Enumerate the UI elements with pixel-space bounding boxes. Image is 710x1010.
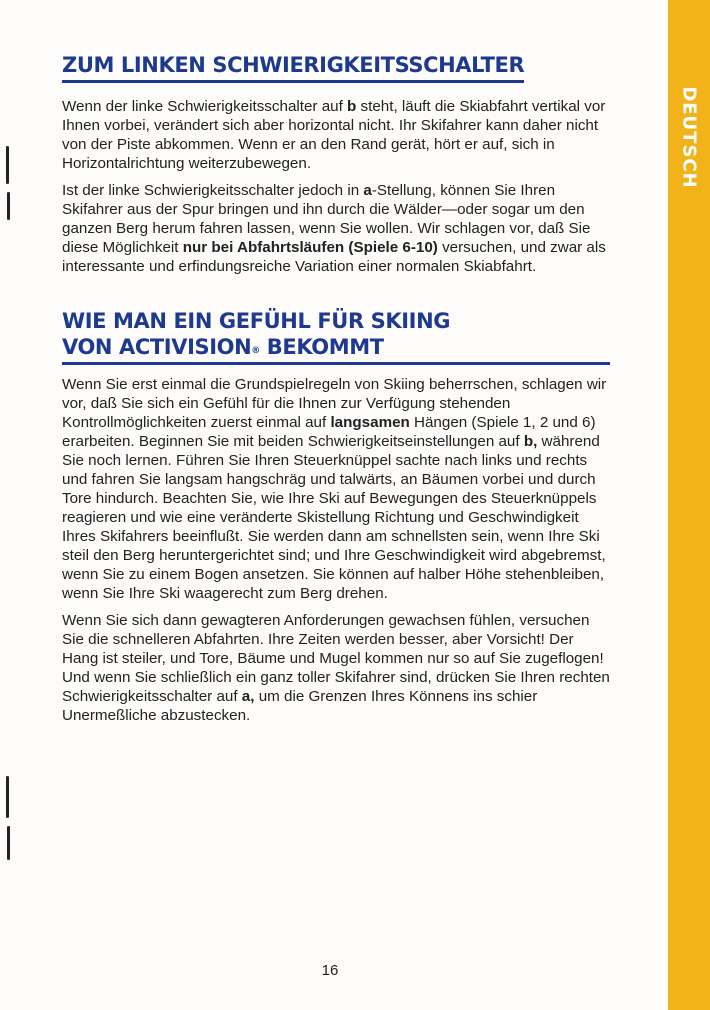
page-number: 16	[321, 962, 339, 979]
binding-mark	[6, 776, 9, 818]
language-label: DEUTSCH	[678, 85, 700, 189]
heading-line: WIE MAN EIN GEFÜHL FÜR SKIING	[62, 309, 451, 333]
section-heading	[62, 52, 610, 83]
paragraph: Wenn Sie sich dann gewagteren Anforderungen gewachsen fühlen, versuchen Sie die schnelleren Abfahrten. Ihre Zeiten werden besser, aber Vorsicht! Der Hang ist steiler, und Tore, Bäume und Mugel kommen nur so auf Sie zugeflogen! Und wenn Sie schließlich ein ganz toller Skifahrer sind, drücken Sie Ihren rechten Schwierigkeitsschalter auf a, um die Grenzen Ihres Könnens ins schier Unermeßliche abzustecken.	[62, 612, 610, 724]
paragraph: Ist der linke Schwierigkeitsschalter jedoch in a-Stellung, können Sie Ihren Skifahrer aus der Spur bringen und ihn durch die Wälder—oder sogar um den ganzen Berg herum fahren lassen, wenn Sie wollen. Wir schlagen vor, daß Sie diese Möglichkeit nur bei Abfahrtsläufen (Spiele 6-10) versuchen, und zwar als interessante und erfindungsreiche Variation einer normalen Skiabfahrt.	[62, 182, 606, 275]
section-left-difficulty-switch	[62, 52, 610, 276]
heading-text: ZUM LINKEN SCHWIERIGKEITSSCHALTER	[62, 52, 524, 83]
page-content	[62, 52, 610, 725]
heading-line: VON ACTIVISION® BEKOMMT	[62, 334, 610, 365]
binding-mark	[7, 826, 10, 860]
paragraph: Wenn der linke Schwierigkeitsschalter auf b steht, läuft die Skiabfahrt vertikal vor Ihnen vorbei, verändert sich aber horizontal nicht. Ihr Skifahrer kann daher nicht von der Piste abkommen. Wenn er an den Rand gerät, hört er auf, sich in Horizontalrichtung weiterzubewegen.	[62, 98, 606, 172]
language-tab-label	[668, 82, 710, 192]
section-heading	[62, 308, 610, 365]
binding-mark	[7, 192, 10, 220]
registered-mark: ®	[251, 346, 260, 356]
paragraph: Wenn Sie erst einmal die Grundspielregeln von Skiing beherrschen, schlagen wir vor, daß Sie sich ein Gefühl für die Ihnen zur Verfügung stehenden Kontrollmöglichkeiten zuerst einmal auf langsamen Hängen (Spiele 1, 2 und 6) erarbeiten. Beginnen Sie mit beiden Schwierigkeitseinstellungen auf b, während Sie noch lernen. Führen Sie Ihren Steuerknüppel sachte nach links und rechts und fahren Sie langsam hangschräg und talwärts, an Bäumen vorbei und durch Tore hindurch. Beachten Sie, wie Ihre Ski auf Bewegungen des Steuerknüppels reagieren und wie eine veränderte Skistellung Richtung und Geschwindigkeit Ihres Skifahrers beeinflußt. Sie werden dann am schnellsten sein, wenn Ihre Ski steil den Berg heruntergerichtet sind; und Ihre Geschwindigkeit wird abgebremst, wenn Sie zu einem Bogen ansetzen. Sie können auf halber Höhe stehenbleiben, wenn Sie Ihre Ski waagerecht zum Berg drehen.	[62, 376, 607, 602]
section-skiing-feel	[62, 308, 610, 725]
binding-mark	[6, 146, 9, 184]
